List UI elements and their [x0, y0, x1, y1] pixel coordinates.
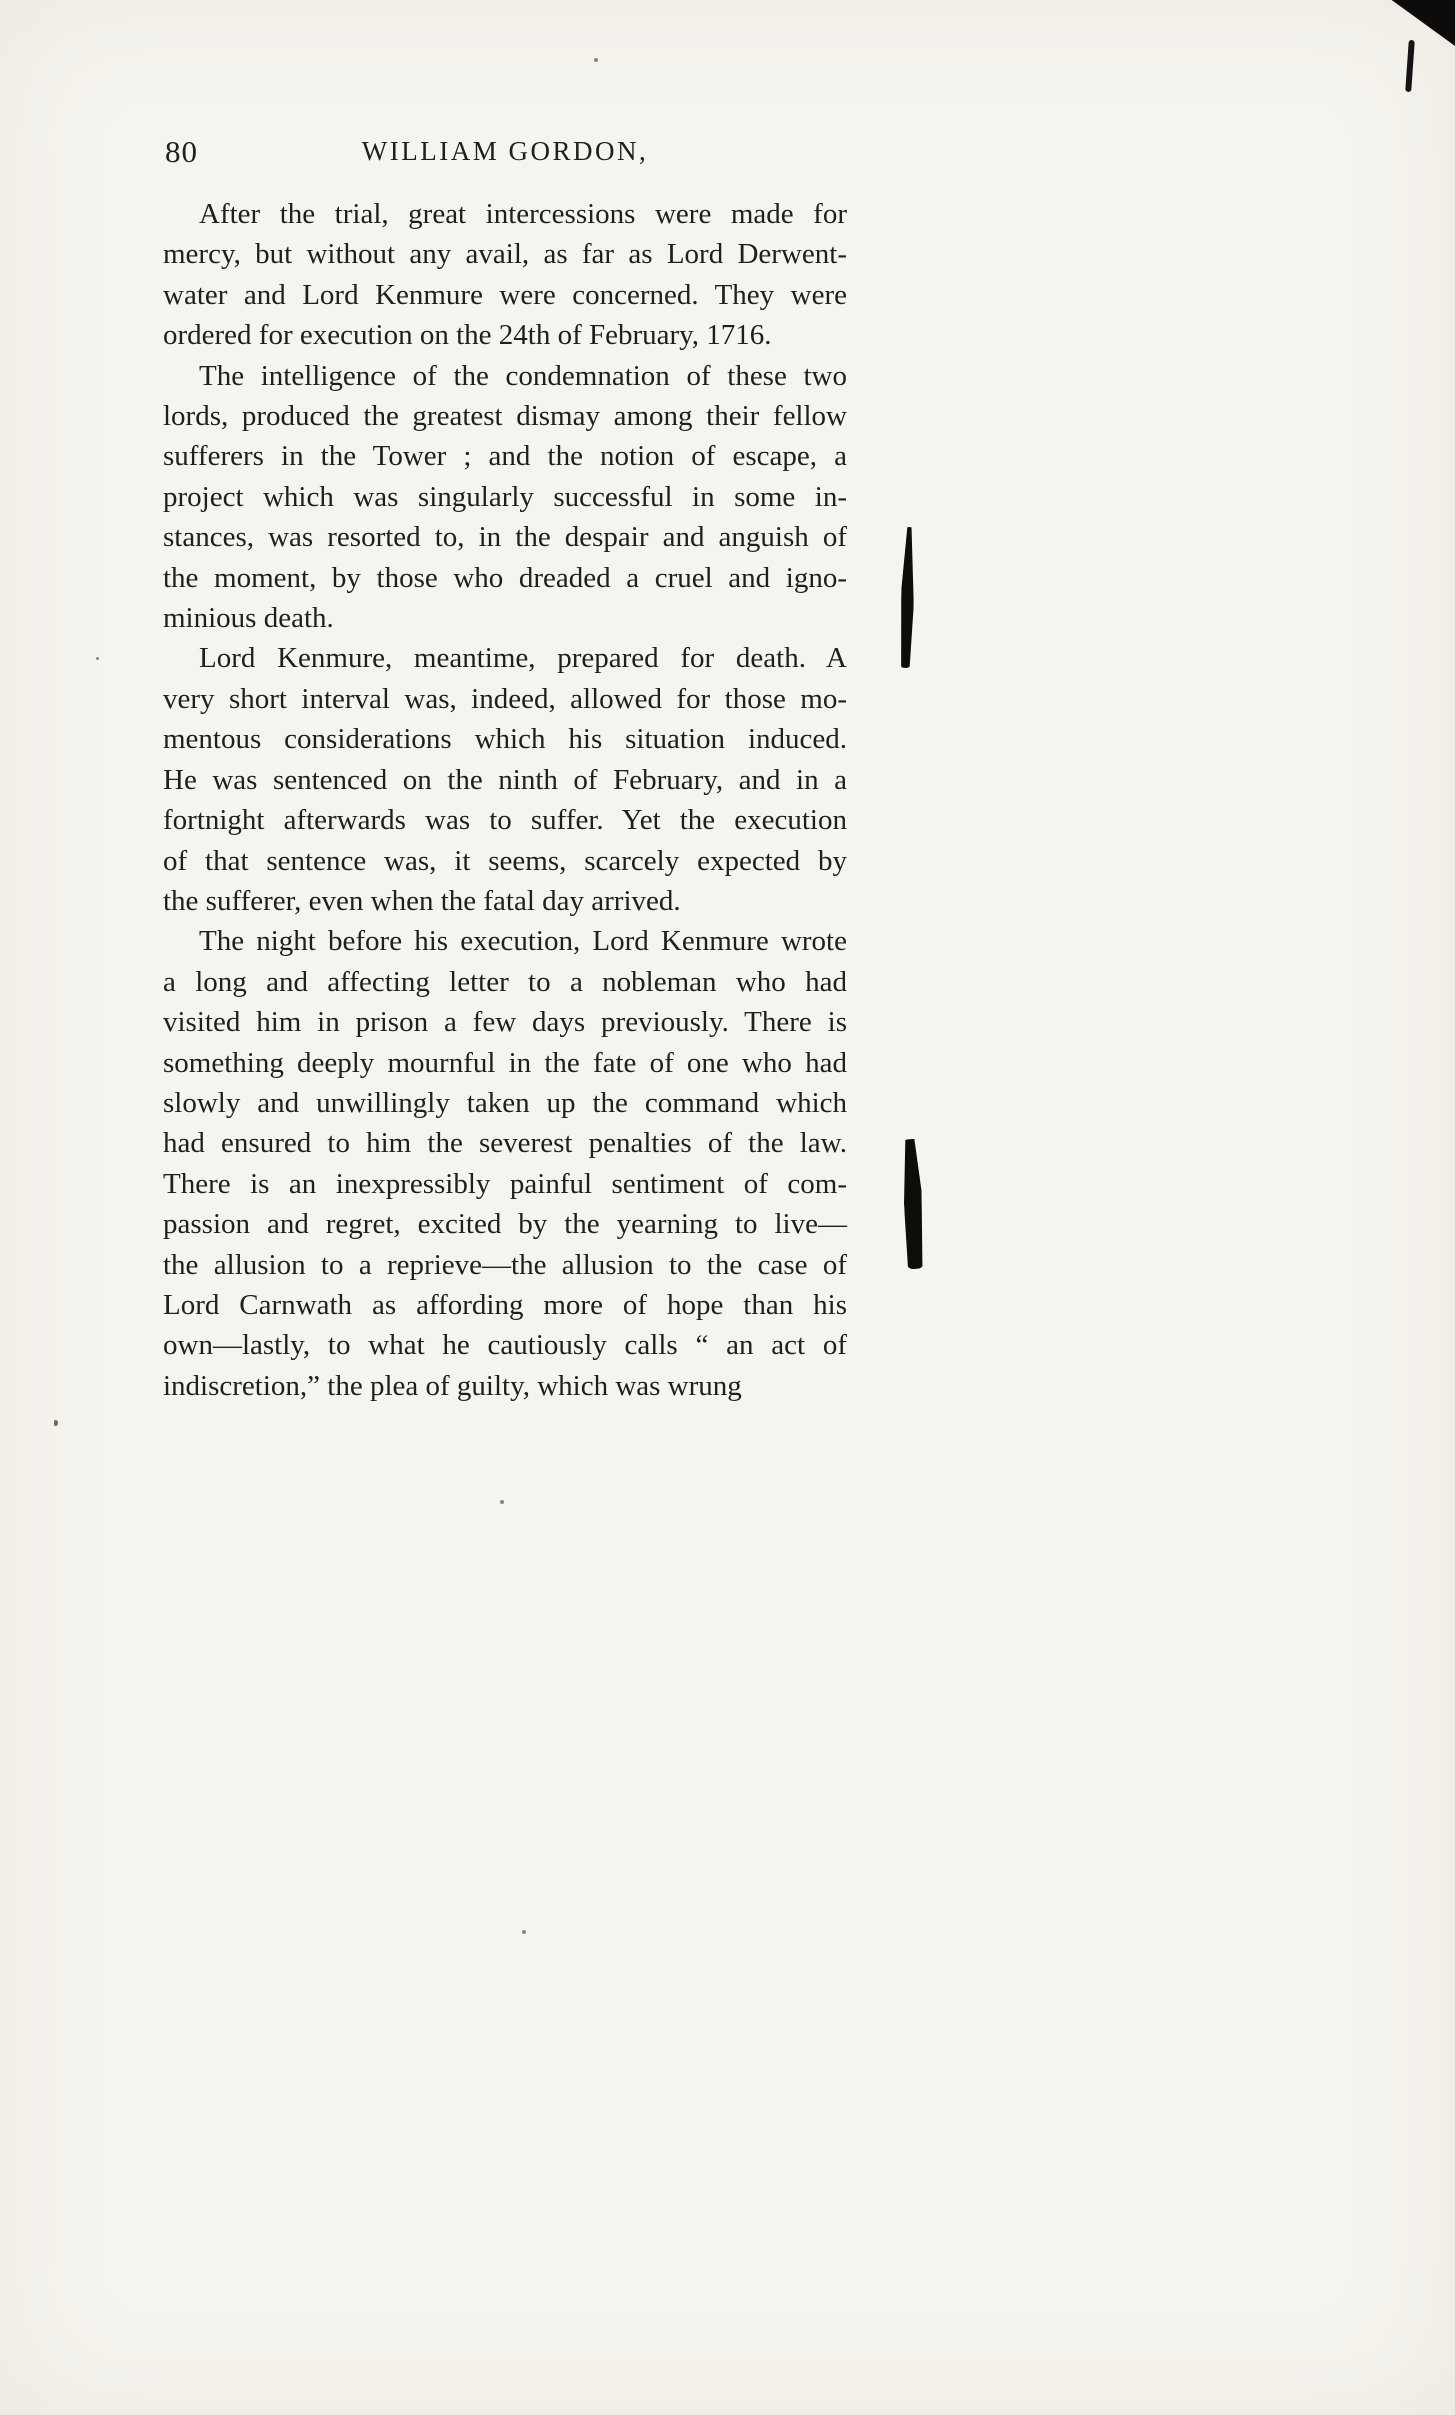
text-line: a long and affecting letter to a nobleman who had — [163, 965, 847, 998]
body-text — [163, 194, 847, 1406]
text-block — [163, 134, 847, 1406]
text-line: mentous considerations which his situation induced. — [163, 723, 847, 756]
text-line: stances, was resorted to, in the despair and anguish of — [163, 521, 847, 554]
header-row — [163, 134, 847, 174]
scan-corner-tail-artifact — [1405, 40, 1415, 92]
paragraph — [163, 194, 847, 356]
text-line: the moment, by those who dreaded a cruel and igno- — [163, 561, 847, 594]
dust-speck — [500, 1500, 504, 1504]
text-line: fortnight afterwards was to suffer. Yet the execution — [163, 804, 847, 837]
text-line: water and Lord Kenmure were concerned. They were — [163, 278, 847, 311]
ink-smudge-artifact — [902, 1139, 925, 1270]
paragraph — [163, 921, 847, 1406]
text-line: minious death. — [163, 602, 334, 635]
text-line: something deeply mournful in the fate of one who had — [163, 1046, 847, 1079]
text-line: He was sentenced on the ninth of February, and in a — [163, 763, 847, 796]
dust-speck — [54, 1420, 58, 1426]
dust-speck — [96, 657, 99, 660]
text-line: own—lastly, to what he cautiously calls “ an act of — [163, 1329, 847, 1362]
text-line: mercy, but without any avail, as far as Lord Derwent- — [163, 238, 847, 271]
text-line: indiscretion,” the plea of guilty, which was wrung — [163, 1369, 742, 1402]
text-line: the sufferer, even when the fatal day arrived. — [163, 884, 681, 917]
text-line: ordered for execution on the 24th of February, 1716. — [163, 319, 772, 352]
text-line: sufferers in the Tower ; and the notion of escape, a — [163, 440, 847, 473]
scan-corner-artifact — [1383, 0, 1455, 46]
text-line: After the trial, great intercessions were made for — [199, 198, 847, 230]
text-line: Lord Kenmure, meantime, prepared for death. A — [199, 642, 847, 675]
text-line: lords, produced the greatest dismay among their fellow — [163, 400, 847, 433]
text-line: There is an inexpressibly painful sentiment of com- — [163, 1167, 847, 1200]
text-line: project which was singularly successful in some in- — [163, 480, 847, 513]
text-line: of that sentence was, it seems, scarcely expected by — [163, 844, 847, 877]
text-line: slowly and unwillingly taken up the command which — [163, 1086, 847, 1119]
text-line: Lord Carnwath as affording more of hope than his — [163, 1288, 847, 1321]
text-line: The intelligence of the condemnation of these two — [199, 359, 847, 392]
text-line: very short interval was, indeed, allowed for those mo- — [163, 682, 847, 715]
text-line: visited him in prison a few days previously. There is — [163, 1006, 847, 1039]
dust-speck — [522, 1930, 526, 1934]
ink-smudge-artifact — [899, 527, 917, 668]
page-number: 80 — [165, 134, 198, 169]
text-line: the allusion to a reprieve—the allusion to the case of — [163, 1248, 847, 1281]
paragraph — [163, 638, 847, 921]
dust-speck — [594, 58, 598, 62]
text-line: The night before his execution, Lord Kenmure wrote — [199, 925, 847, 958]
text-line: had ensured to him the severest penalties of the law. — [163, 1127, 847, 1160]
text-line: passion and regret, excited by the yearning to live— — [163, 1208, 847, 1241]
running-header: WILLIAM GORDON, — [361, 136, 649, 166]
paragraph — [163, 356, 847, 639]
